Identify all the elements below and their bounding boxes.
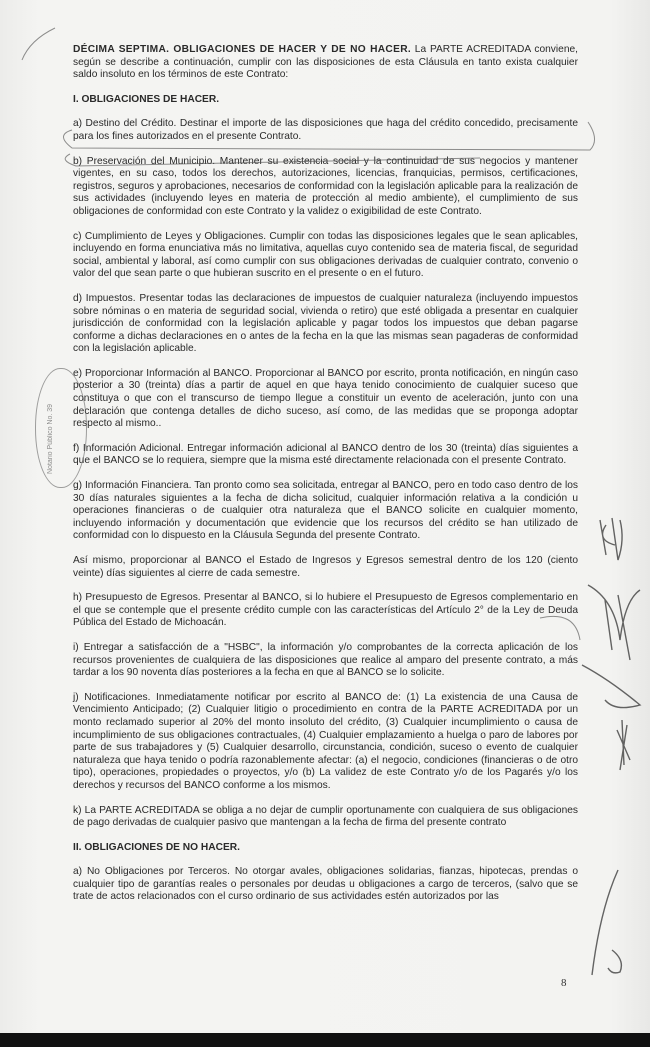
paragraph-i: i) Entregar a satisfacción de a "HSBC", la información y/o comprobantes de la correcta aplicación de los recursos provenientes de cualquiera de las disposiciones que realice al amparo del presente contrato, a más tardar a los 90 noventa días posteriores a la fecha en que al BANCO se lo solicite. xyxy=(73,641,578,679)
paragraph-no-hacer-a: a) No Obligaciones por Terceros. No otorgar avales, obligaciones solidarias, fianzas, hipotecas, prendas o cualquier tipo de garantías reales o personales por deudas u obligaciones a cargo de terceros, (salvo que se trate de actos relacionados con el curso ordinario de sus actividades estén autorizados por las xyxy=(73,866,578,903)
paragraph-b: b) Preservación del Municipio. Mantener su existencia social y la continuidad de sus negocios y mantener vigentes, en su caso, todos los derechos, autorizaciones, licencias, franquicias, permisos, certificaciones, registros, seguros y aprobaciones, necesarios de conformidad con la legislación aplicable para la realización de sus actividades (incluyendo leyes en materia de protección al medio ambiente), el cumplimiento de sus obligaciones de conformidad con este Contrato y la validez o exigibilidad de este Contrato. xyxy=(73,155,578,217)
section-title-obligaciones-de-no-hacer: II. OBLIGACIONES DE NO HACER. xyxy=(73,841,240,853)
paragraph-h: h) Presupuesto de Egresos. Presentar al BANCO, si lo hubiere el Presupuesto de Egresos complementario en el que se contemple que el presente crédito cumple con las características del Artículo 2° de la Ley de Deuda Pública del Estado de Michoacán. xyxy=(73,592,578,629)
signature-initial-4 xyxy=(617,720,630,770)
margin-scribble-top xyxy=(22,28,55,60)
paragraph-g-addendum: Así mismo, proporcionar al BANCO el Estado de Ingresos y Egresos semestral dentro de los 120 (ciento veinte) días siguientes al cierre de cada semestre. xyxy=(73,555,578,579)
signature-initial-3 xyxy=(582,665,640,708)
clause-intro-text: La PARTE ACREDITADA conviene, según se describe a continuación, cumplir con las disposiciones de esta Cláusula en tanto exista cualquier saldo insoluto en los términos de este Contrato: xyxy=(73,44,578,81)
paragraph-d: d) Impuestos. Presentar todas las declaraciones de impuestos de cualquier naturaleza (incluyendo impuestos sobre nóminas o en materia de seguridad social, vivienda o retiro) que esté obligada a presentar en cualquier jurisdicción de conformidad con la legislación aplicable y pagar todos los impuestos que deban pagarse conforme a dichas declaraciones en o antes de la fecha en la que las mismas sean pagaderas de conformidad con la legislación aplicable. xyxy=(73,292,578,355)
signature-initial-1 xyxy=(600,518,622,560)
paragraph-g: g) Información Financiera. Tan pronto como sea solicitada, entregar al BANCO, pero en todo caso dentro de los 30 días naturales siguientes a la fecha de dicha solicitud, cualquier información relativa a la condición u operaciones financieras o de cualquier otra naturaleza que el BANCO solicite en cualquier momento, incluyendo información y documentación que evidencie que los recursos del crédito se han utilizado de conformidad con lo dispuesto en la Cláusula Segunda del presente Contrato. xyxy=(73,480,578,542)
signature-initial-5 xyxy=(592,870,621,975)
paragraph-e: e) Proporcionar Información al BANCO. Proporcionar al BANCO por escrito, pronta notificación, en ningún caso posterior a 30 (treinta) días a partir de aquel en que haya tenido conocimiento de cualquier suceso que constituya o que con el transcurso de tiempo llegue a constituir un evento de aceleración, junto con una declaración que contenga detalles de dicho suceso, así como, de las medidas que se proponga adoptar respecto al mismo.. xyxy=(73,367,578,430)
paragraph-c: c) Cumplimiento de Leyes y Obligaciones. Cumplir con todas las disposiciones legales que le sean aplicables, incluyendo en forma enunciativa más no limitativa, aquellas cuyo contenido sea de materia fiscal, de seguridad social, ambiental y laboral, así como cumplir con sus obligaciones derivadas de cualquier contrato, convenio o valor del que sean parte o que hubieran suscrito en el presente o en el futuro. xyxy=(73,230,578,280)
underline-h xyxy=(540,616,580,640)
paragraph-f: f) Información Adicional. Entregar información adicional al BANCO dentro de los 30 (treinta) días siguientes a que el BANCO se lo requiera, siempre que la misma esté directamente relacionada con el presente Contrato. xyxy=(73,442,578,467)
notary-stamp-text: Notario Público No. 39 xyxy=(47,403,54,474)
clause-heading: DÉCIMA SEPTIMA. OBLIGACIONES DE HACER Y DE NO HACER. xyxy=(73,44,411,55)
page-number: 8 xyxy=(561,977,567,989)
highlight-bracket-b xyxy=(65,154,480,166)
paragraph-k: k) La PARTE ACREDITADA se obliga a no dejar de cumplir oportunamente con cualquiera de sus obligaciones de pago derivadas de cualquier pasivo que mantengan a la fecha de firma del presente contrato xyxy=(73,804,578,829)
section-title-obligaciones-de-hacer: I. OBLIGACIONES DE HACER. xyxy=(73,93,220,105)
signature-initial-2 xyxy=(588,585,640,660)
paragraph-a: a) Destino del Crédito. Destinar el importe de las disposiciones que haga del crédito concedido, precisamente para los fines autorizados en el presente Contrato. xyxy=(73,118,578,142)
paragraph-j: j) Notificaciones. Inmediatamente notificar por escrito al BANCO de: (1) La existencia de una Causa de Vencimiento Anticipado; (2) Cualquier litigio o procedimiento en contra de la PARTE ACREDITADA por un monto reclamado superior al 20% del monto insoluto del crédito, (3) Cualquier incumplimiento o causa de incumplimiento de sus obligaciones contractuales, (4) Cualquier emplazamiento a huelga o paro de labores por parte de sus trabajadores y (5) Cualquier desarrollo, circunstancia, condición, suceso o evento de cualquier naturaleza que haya tenido o podría razonablemente afectar: (a) el negocio, condiciones (financieras o de otro tipo), operaciones, propiedades o proyectos, y/o (b) La validez de este Contrato y/o de los Pagarés y/o los derechos y recursos del BANCO conforme a los mismos. xyxy=(73,691,578,791)
highlight-bracket-a xyxy=(64,122,595,150)
scan-edge xyxy=(0,1033,650,1047)
